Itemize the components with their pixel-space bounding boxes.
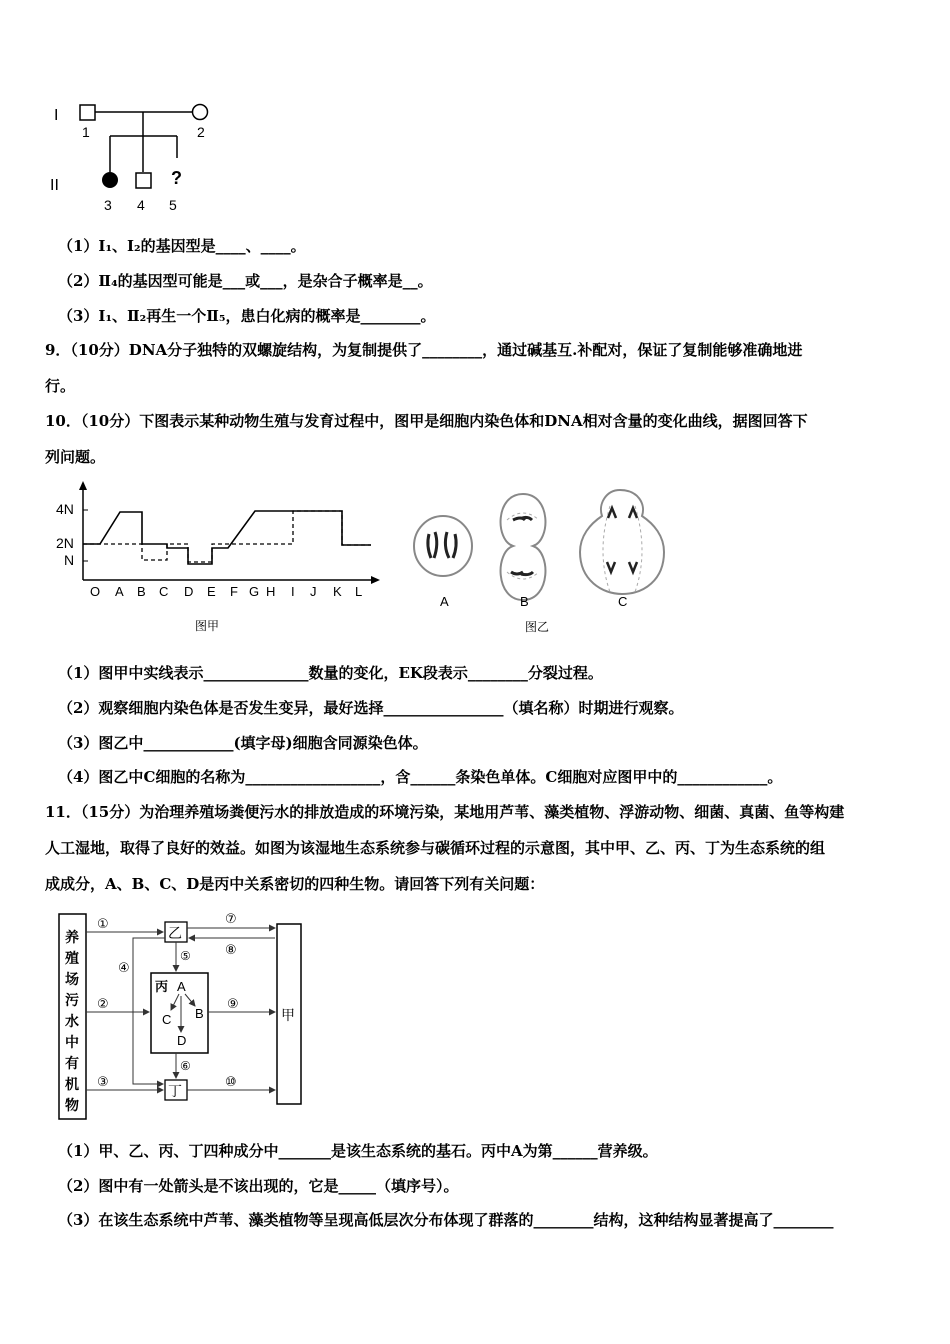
individual-4-male [136, 173, 151, 188]
source-char-7: 有 [65, 1055, 79, 1071]
q8-sub3: （3）Ⅰ₁、Ⅱ₂再生一个Ⅱ₅，患白化病的概率是________。 [58, 307, 436, 325]
y-label-2n: 2N [56, 535, 74, 551]
arrow-4-label: ④ [118, 960, 130, 975]
q10-sub4: （4）图乙中C细胞的名称为__________________，含______条染色单体。C细胞对应图甲中的____________。 [58, 768, 783, 786]
q11-line1: 11．（15分）为治理养殖场粪便污水的排放造成的环境污染，某地用芦苇、藻类植物、浮游动物、细菌、真菌、鱼等构建 [45, 803, 845, 821]
source-char-4: 污 [65, 992, 79, 1008]
arrow-6-label: ⑥ [180, 1059, 191, 1073]
q10-sub3: （3）图乙中____________(填字母)细胞含同源染色体。 [58, 734, 428, 752]
x-label-g: G [249, 584, 260, 599]
q11-sub1: （1）甲、乙、丙、丁四种成分中_______是该生态系统的基石。丙中A为第______营养级。 [58, 1142, 658, 1160]
arrow-1-label: ① [97, 916, 109, 931]
q10-sub1: （1）图甲中实线表示______________数量的变化，EK段表示________分裂过程。 [58, 664, 603, 682]
q10-line1: 10．（10分）下图表示某种动物生殖与发育过程中，图甲是细胞内染色体和DNA相对含量的变化曲线，据图回答下 [45, 412, 808, 430]
individual-number-4: 4 [137, 197, 145, 213]
x-label-f: F [230, 584, 238, 599]
box-ding-label: 丁 [168, 1083, 182, 1099]
arrow-10-label: ⑩ [225, 1074, 237, 1089]
cell-label-a: A [440, 594, 449, 609]
cells-yi [405, 482, 675, 637]
x-label-a: A [115, 584, 124, 599]
source-char-3: 场 [65, 971, 79, 987]
q11-sub3: （3）在该生态系统中芦苇、藻类植物等呈现高低层次分布体现了群落的________结构，这种结构显著提高了________ [58, 1211, 834, 1229]
x-label-e: E [207, 584, 216, 599]
q8-sub1: （1）Ⅰ₁、Ⅰ₂的基因型是____、____。 [58, 237, 306, 255]
graph-caption-yi: 图乙 [525, 620, 550, 634]
q9-line2: 行。 [45, 377, 76, 395]
cell-a [414, 516, 472, 576]
box-bing-label: 丙 [155, 979, 169, 994]
q10-sub2: （2）观察细胞内染色体是否发生变异，最好选择________________（填名称）时期进行观察。 [58, 699, 684, 717]
source-char-6: 中 [65, 1034, 79, 1050]
q11-sub2: （2）图中有一处箭头是不该出现的，它是_____（填序号）。 [58, 1177, 459, 1195]
source-char-5: 水 [65, 1013, 79, 1029]
x-label-b: B [137, 584, 146, 599]
x-label-d: D [184, 584, 194, 599]
q11-line3: 成成分，A、B、C、D是丙中关系密切的四种生物。请回答下列有关问题： [45, 875, 545, 893]
arrow-9-label: ⑨ [227, 996, 239, 1011]
source-char-9: 物 [65, 1097, 79, 1113]
x-label-c: C [159, 584, 169, 599]
organism-a: A [177, 979, 186, 994]
individual-number-1: 1 [82, 124, 90, 140]
carbon-cycle-diagram [55, 908, 315, 1123]
q9-line1: 9．（10分）DNA分子独特的双螺旋结构，为复制提供了________，通过碱基互.补配对，保证了复制能够准确地进 [45, 341, 803, 359]
individual-number-3: 3 [104, 197, 112, 213]
individual-number-2: 2 [197, 124, 205, 140]
cell-c [580, 490, 664, 594]
generation-label-1: I [54, 107, 59, 124]
graph-jia [50, 478, 390, 638]
x-label-h: H [266, 584, 276, 599]
x-label-o: O [90, 584, 101, 599]
chromosome-curve-dashed [83, 511, 371, 562]
generation-label-2: II [50, 177, 59, 194]
arrow-3-label: ③ [97, 1074, 109, 1089]
individual-3-affected-female [102, 172, 118, 188]
y-label-4n: 4N [56, 501, 74, 517]
arrow-5-label: ⑤ [180, 949, 191, 963]
arrow-8-label: ⑧ [225, 942, 237, 957]
individual-2-female [193, 105, 208, 120]
individual-1-male [80, 105, 95, 120]
source-char-8: 机 [65, 1076, 79, 1092]
x-label-i: I [291, 584, 295, 599]
x-label-k: K [333, 584, 342, 599]
individual-5-unknown: ? [171, 168, 182, 188]
cell-b [501, 494, 546, 600]
source-char-2: 殖 [65, 950, 79, 966]
source-char-1: 养 [65, 929, 79, 945]
box-yi-label: 乙 [168, 925, 182, 941]
cell-label-b: B [520, 594, 529, 609]
arrow-2-label: ② [97, 996, 109, 1011]
q8-sub2: （2）Ⅱ₄的基因型可能是___或___，是杂合子概率是__。 [58, 272, 433, 290]
organism-c: C [162, 1012, 172, 1027]
x-label-j: J [310, 584, 317, 599]
organism-d: D [177, 1033, 187, 1048]
q10-line2: 列问题。 [45, 448, 106, 466]
x-label-l: L [355, 584, 363, 599]
cell-label-c: C [618, 594, 628, 609]
organism-b: B [195, 1006, 204, 1021]
arrow-7-label: ⑦ [225, 911, 237, 926]
y-label-n: N [64, 552, 75, 568]
dna-curve-solid [83, 511, 371, 564]
box-jia-label: 甲 [281, 1007, 295, 1023]
graph-caption-jia: 图甲 [195, 619, 220, 633]
pedigree-chart [40, 92, 240, 222]
individual-number-5: 5 [169, 197, 177, 213]
q11-line2: 人工湿地，取得了良好的效益。如图为该湿地生态系统参与碳循环过程的示意图，其中甲、乙、丙、丁为生态系统的组 [45, 839, 826, 857]
